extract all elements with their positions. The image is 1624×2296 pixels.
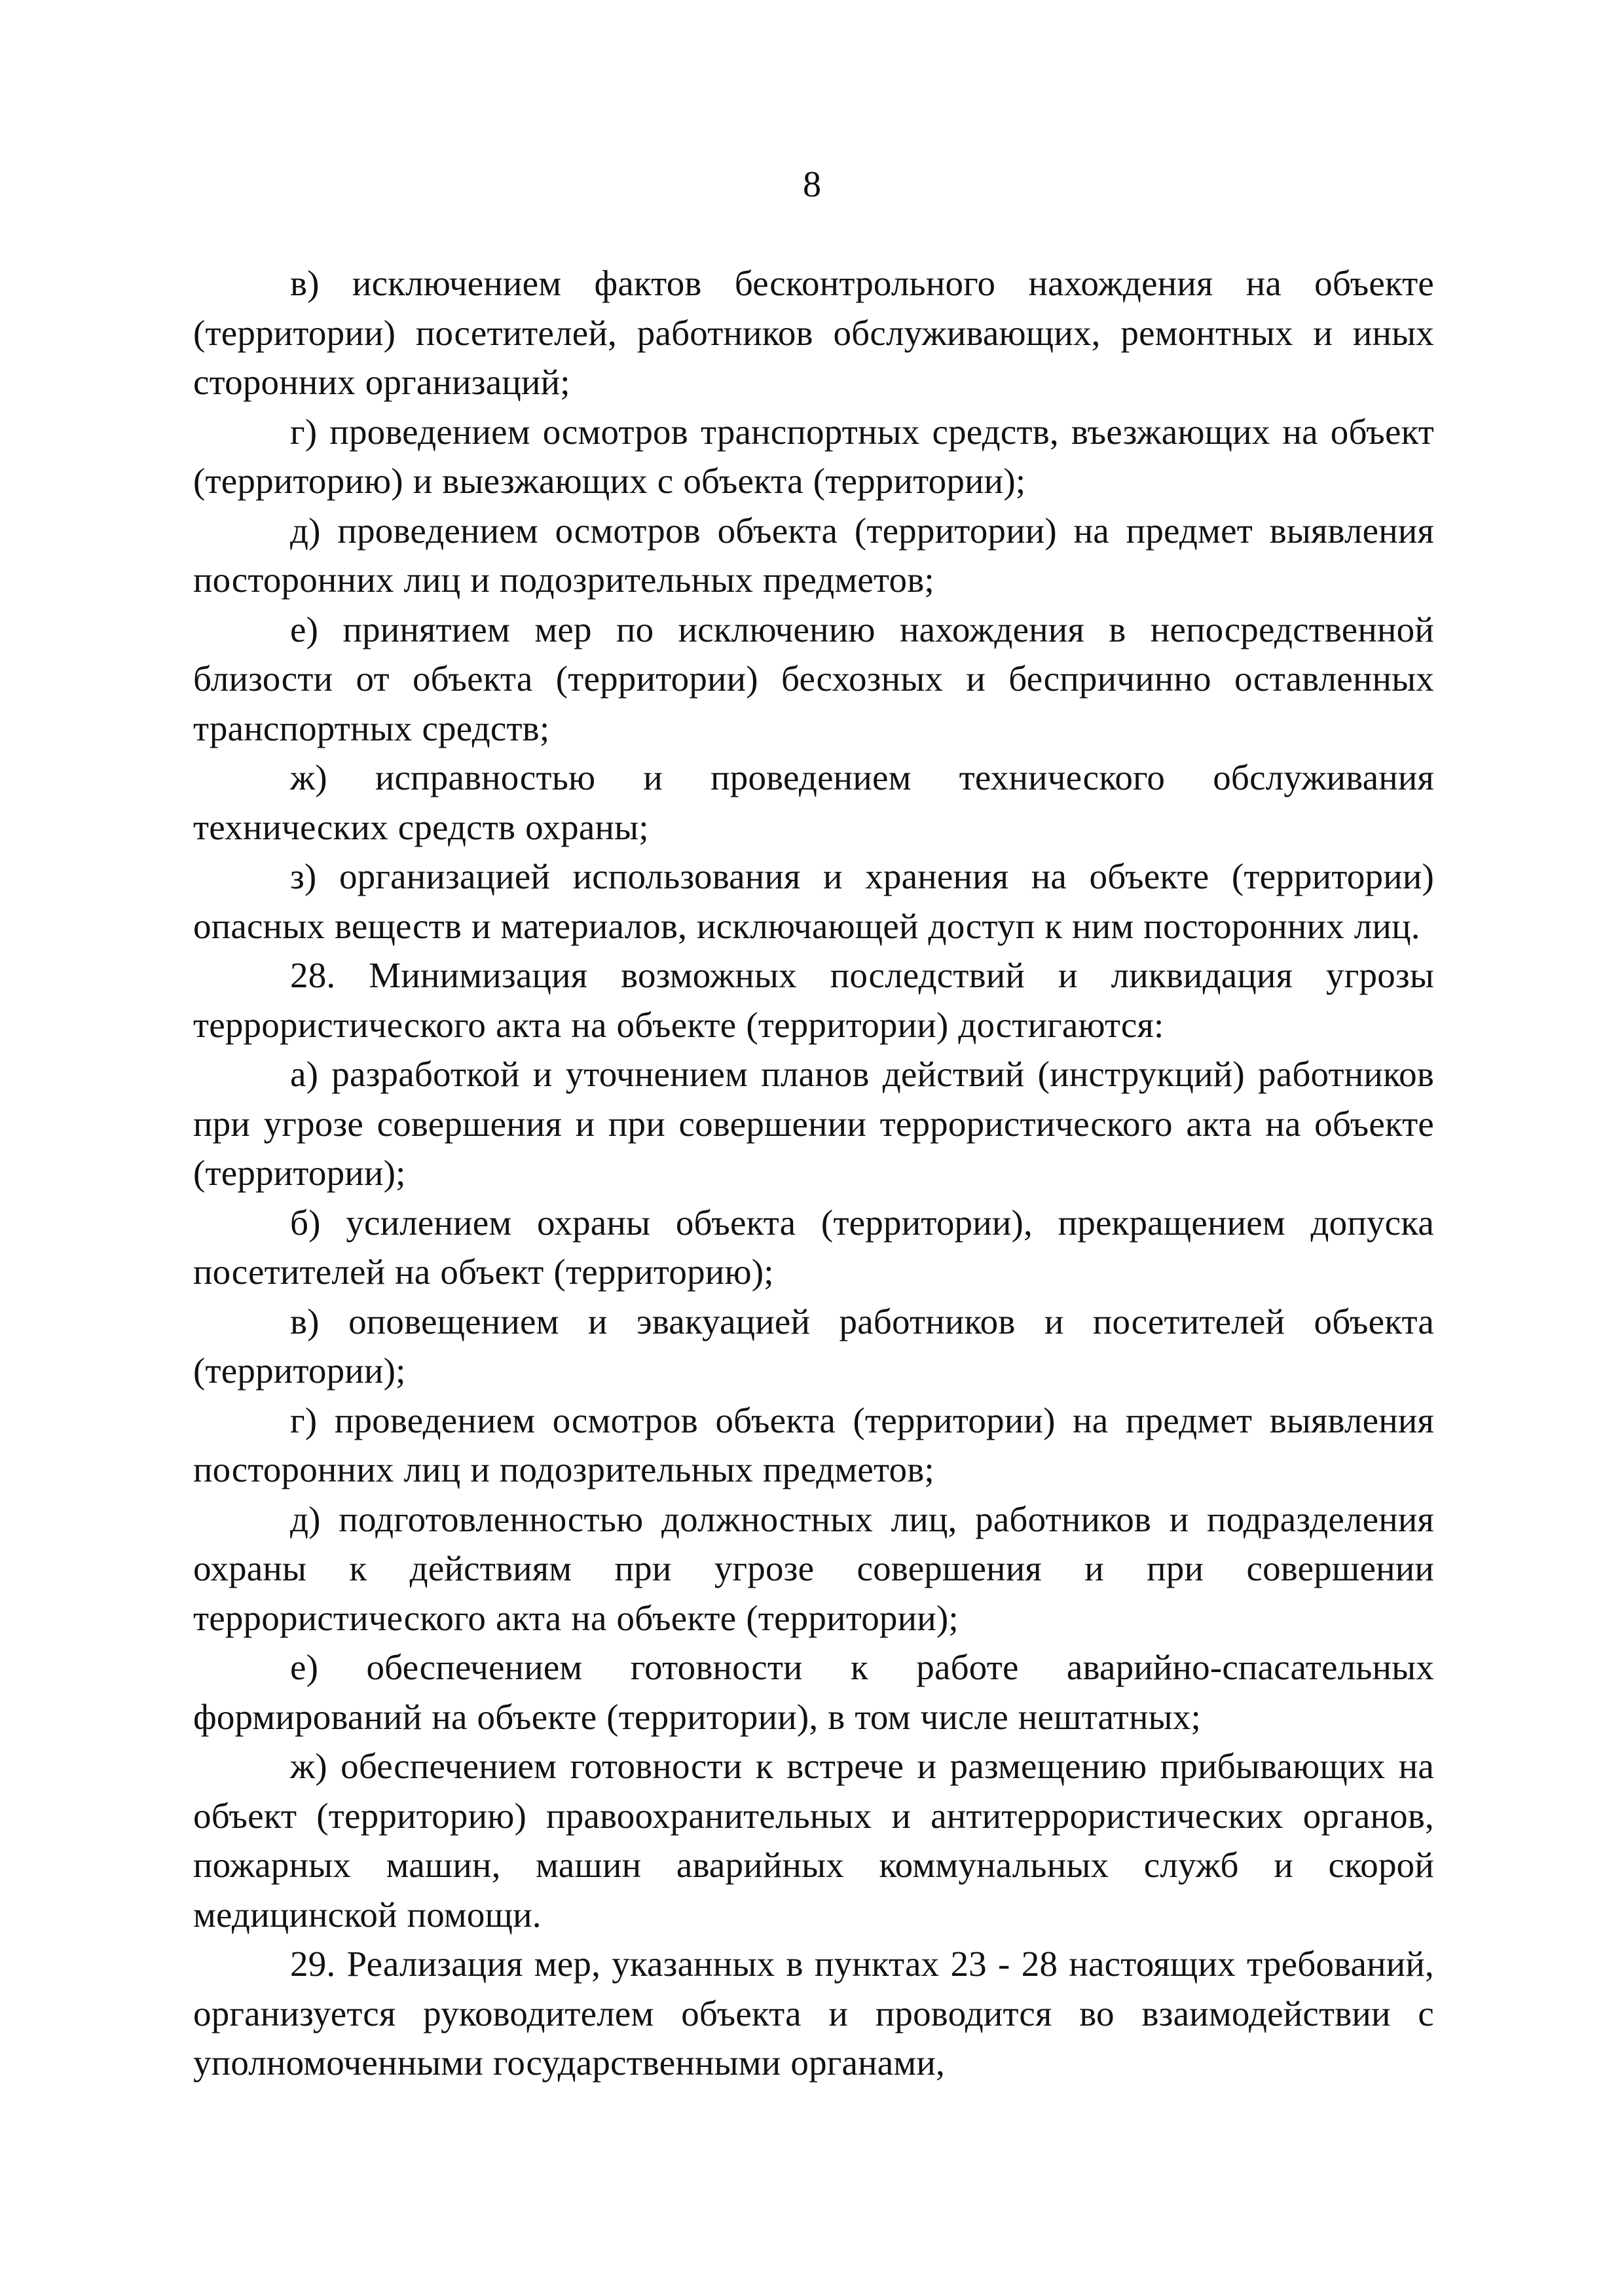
paragraph-g-object-inspection: г) проведением осмотров объекта (территории) на предмет выявления посторонних лиц и подозрительных предметов; [193, 1400, 1434, 1489]
paragraph-z-hazardous-substances: з) организацией использования и хранения на объекте (территории) опасных веществ и материалов, исключающей доступ к ним посторонних лиц. [193, 856, 1434, 946]
paragraph-e-rescue-readiness: е) обеспечением готовности к работе аварийно-спасательных формирований на объекте (территории), в том числе нештатных; [193, 1647, 1434, 1737]
paragraph-e-abandoned-vehicles: е) принятием мер по исключению нахождения в непосредственной близости от объекта (территории) бесхозных и беспричинно оставленных транспортных средств; [193, 609, 1434, 748]
paragraph-b-reinforced-security: б) усилением охраны объекта (территории), прекращением допуска посетителей на объект (территорию); [193, 1202, 1434, 1292]
paragraph-a-action-plans: а) разработкой и уточнением планов действий (инструкций) работников при угрозе совершения и при совершении террористического акта на объекте (территории); [193, 1054, 1434, 1193]
document-body [193, 259, 1434, 2088]
paragraph-d-object-inspection: д) проведением осмотров объекта (территории) на предмет выявления посторонних лиц и подозрительных предметов; [193, 510, 1434, 600]
paragraph-29-implementation: 29. Реализация мер, указанных в пунктах 23 - 28 настоящих требований, организуется руководителем объекта и проводится во взаимодействии с уполномоченными государственными органами, [193, 1944, 1434, 2083]
paragraph-zh-emergency-services: ж) обеспечением готовности к встрече и размещению прибывающих на объект (территорию) правоохранительных и антитеррористических органов, пожарных машин, машин аварийных коммунальных служб и скорой медицинской помощи. [193, 1746, 1434, 1935]
paragraph-28-minimization: 28. Минимизация возможных последствий и ликвидация угрозы террористического акта на объекте (территории) достигаются: [193, 955, 1434, 1045]
paragraph-v-evacuation: в) оповещением и эвакуацией работников и посетителей объекта (территории); [193, 1301, 1434, 1391]
page-number: 8 [803, 164, 821, 205]
paragraph-v-uncontrolled-presence: в) исключением фактов бесконтрольного нахождения на объекте (территории) посетителей, работников обслуживающих, ремонтных и иных сторонних организаций; [193, 263, 1434, 402]
paragraph-g-vehicle-inspection: г) проведением осмотров транспортных средств, въезжающих на объект (территорию) и выезжающих с объекта (территории); [193, 411, 1434, 501]
paragraph-d-staff-readiness: д) подготовленностью должностных лиц, работников и подразделения охраны к действиям при угрозе совершения и при совершении террористического акта на объекте (территории); [193, 1499, 1434, 1638]
paragraph-zh-technical-means: ж) исправностью и проведением технического обслуживания технических средств охраны; [193, 757, 1434, 847]
